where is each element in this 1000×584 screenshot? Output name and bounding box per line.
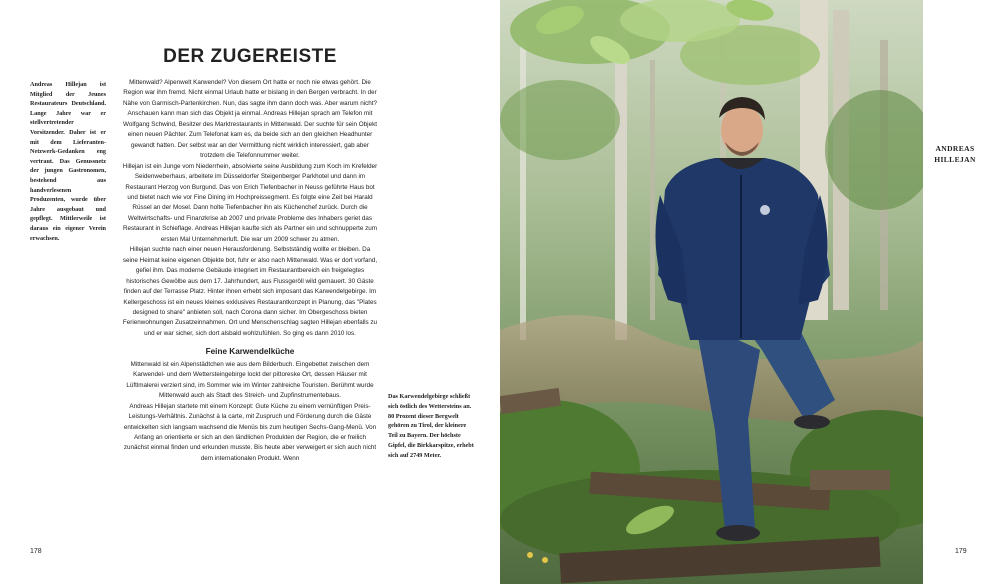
body-paragraph: Hillejan suchte nach einer neuen Herausforderung. Selbstständig wollte er bleiben. Da seine Heimat keine eigenen Objekte bot, fuhr er also nach Mittenwald. Was er dort vorfand, gefiel ihm. Das moderne Gebäude integriert im Restaurantbereich ein freigelegtes historisches Gewölbe aus dem 17. Jahrhundert, aus Flussgeröll wild gemauert. 30 Gäste finden auf der Terrasse Platz. Hinter ihnen erhebt sich imposant das Karwendelgebirge. Im Kellergeschoss ist ein neues kleines exklusives Restaurantkonzept in Planung, das "Plates designed to share" anbieten soll, nach Corona dann sicher. Im Obergeschoss bieten Ferienwohnungen Zusatzeinnahmen. Ort und Menschenschlag sagten Hillejan ebenfalls zu und er war sicher, sich dort alsbald wohlzufühlen. So ging es dann 2010 los.: [122, 246, 378, 337]
body-paragraph: Andreas Hillejan startete mit einem Konzept: Gute Küche zu einem vernünftigen Preis-Leistungs-Verhältnis. Zunächst à la carte, mit Zuspruch und Förderung durch die Gäste entwickelten sich langsam wachsend die Menüs bis zum heutigen Sechs-Gang-Menü. Von Anfang an orientierte er sich an den ländlichen Produkten der Region, die er freilich zunächst einmal finden und erkunden musste. Bis heute aber verweigert er sich auch nicht dem internationalen Produkt. Wenn: [123, 402, 377, 462]
article-body: [122, 78, 378, 464]
body-paragraph: Hillejan ist ein Junge vom Niederrhein, absolvierte seine Ausbildung zum Koch im Krefelder Seidenweberhaus, arbeitete im Düsseldorfer Steigenberger Parkhotel und dann im Restaurant Herzog von Burgund. Das von Erich Tiefenbacher in Neuss geführte Haus bot und bietet nach wie vor Fine Dining im Hochpreissegment. Es folgte eine Zeit bei Harald Rüssel an der Mosel. Dann holte Tiefenbacher ihn als Küchenchef zurück. Durch die Weltwirtschafts- und Finanzkrise ab 2007 und private Probleme des Inhabers geriet das Restaurant in Schieflage. Andreas Hillejan kaufte sich als Partner ein und schnupperte zum ersten Mal Unternehmerluft. Die war um 2009 schwer zu atmen.: [122, 162, 378, 243]
article-title: DER ZUGEREISTE: [163, 46, 337, 67]
page-number-left: 178: [30, 548, 42, 555]
sidebar-intro-text: Andreas Hillejan ist Mitglied der Jeunes Restaurateurs Deutschland. Lange Jahre war er stellvertretender Vorsitzender. Daher ist er mit dem Lieferanten-Netzwerk-Gedanken eng vertraut. Das Genussnetz der jungen Gastronomen, bestehend aus handverlesenen Produzenten, wurde über Jahre ausgebaut und gepflegt. Mittlerweile ist daraus ein eigener Verein erwachsen.: [30, 81, 106, 242]
portrait-photo: [500, 0, 923, 584]
forest-portrait-illustration: [500, 0, 923, 584]
photo-caption: Das Karwendelgebirge schließt sich östlich des Wettersteins an. 80 Prozent dieser Bergwelt gehören zu Tirol, der kleinere Teil zu Bayern. Der höchste Gipfel, die Birkkarspitze, erhebt sich auf 2749 Meter.: [388, 393, 474, 459]
body-paragraph: Mittenwald? Alpenwelt Karwendel? Von diesem Ort hatte er noch nie etwas gehört. Die Region war ihm fremd. Nicht einmal Urlaub hatte er bislang in den Bergen verbracht. In der Nähe von Garmisch-Partenkirchen. Nun, das sagte ihm dann doch was. Aber warum nicht? Anschauen kann man sich das Objekt ja einmal. Andreas Hillejan sprach am Telefon mit Wolfgang Schwind, Besitzer des Marktrestaurants in Mittenwald. Der suchte für sein Objekt einen neuen Pächter. Zum Telefonat kam es, da beide sich an den gleichen Headhunter gewandt hatten. Der selbst war an der Vermittlung nicht wirklich interessiert, gab aber trotzdem die Telefonnummer weiter.: [122, 79, 378, 160]
photo-person-label: ANDREAS HILLEJAN: [934, 144, 976, 164]
body-paragraph: Mittenwald ist ein Alpenstädtchen wie aus dem Bilderbuch. Eingebettet zwischen dem Karwendel- und dem Wettersteingebirge lockt der pittoreske Ort, dessen Häuser mit Lüftlmalerei verziert sind, im Sommer wie im Winter zahlreiche Touristen. Berühmt wurde Mittenwald auch als Stadt des Streich- und Zupfinstrumentebaus.: [126, 360, 374, 400]
page-number-right: 179: [955, 548, 967, 555]
section-subheading: Feine Karwendelküche: [205, 347, 295, 357]
